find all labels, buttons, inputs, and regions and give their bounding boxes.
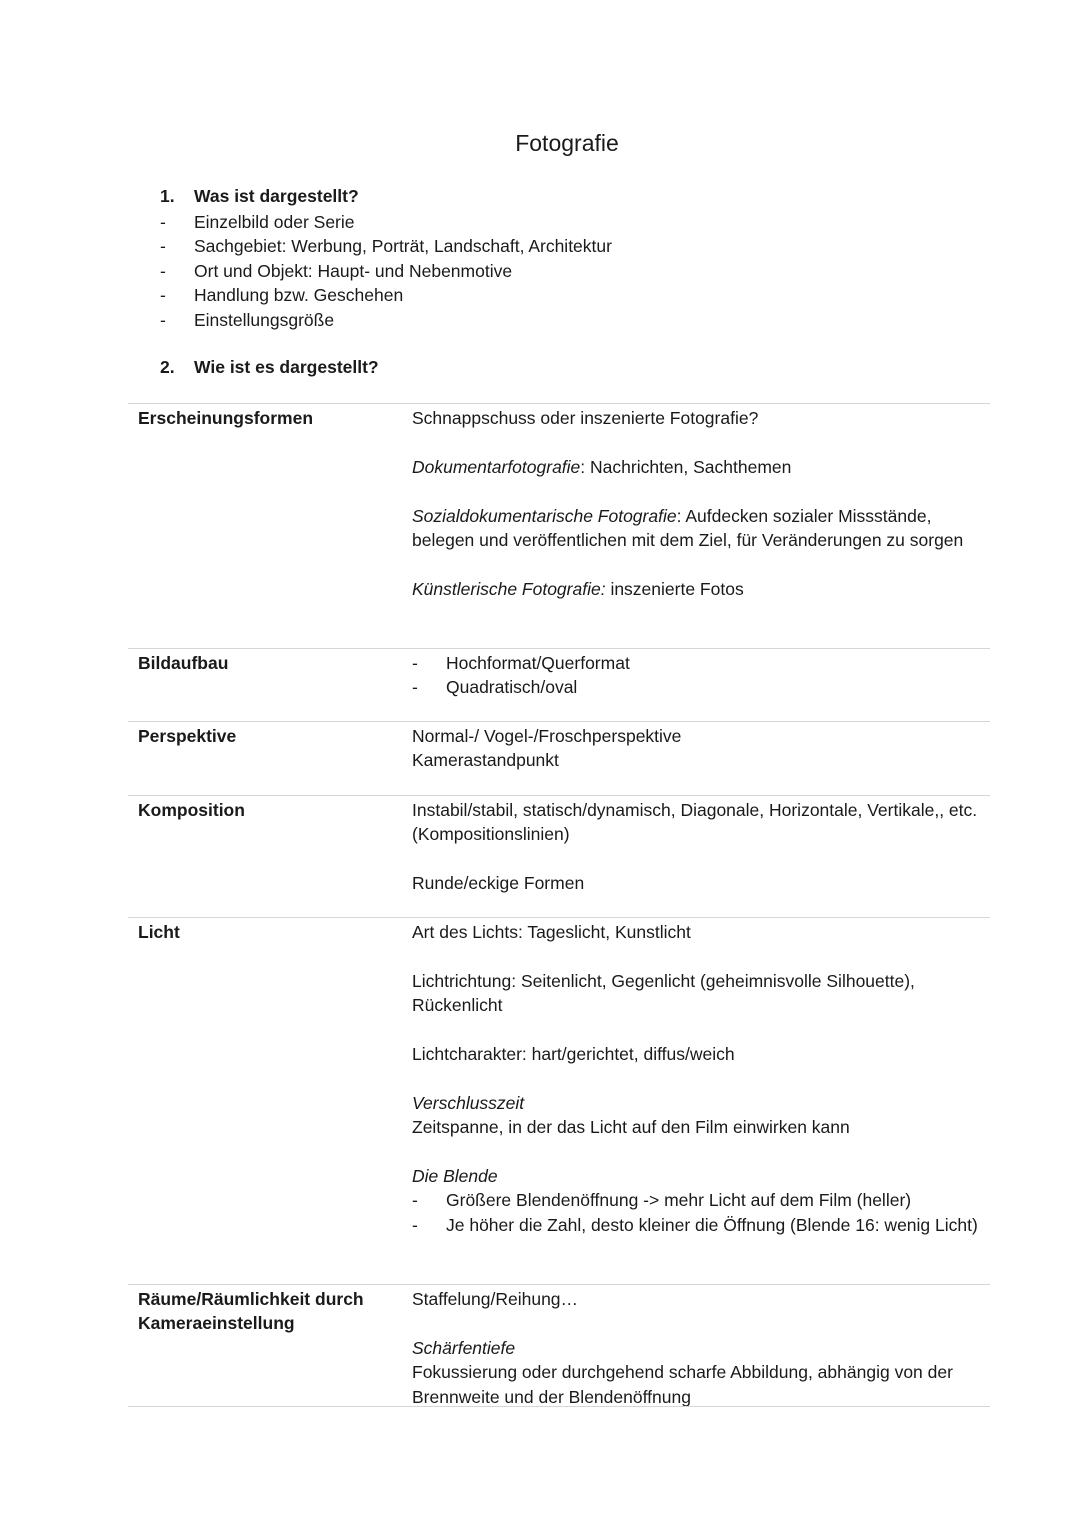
list-item	[380, 651, 987, 675]
list-item-text: Einzelbild oder Serie	[194, 212, 355, 232]
section-2-number: 2.	[160, 357, 175, 377]
paragraph: Kamerastandpunkt	[412, 750, 559, 771]
term: Künstlerische Fotografie:	[412, 578, 606, 599]
list-item	[160, 211, 612, 235]
bullet-dash: -	[160, 309, 166, 330]
list-item-text: Einstellungsgröße	[194, 309, 335, 330]
bullet-dash: -	[412, 677, 418, 698]
row-content	[412, 1287, 987, 1409]
section-1-number: 1.	[160, 186, 175, 206]
list-item	[380, 1188, 987, 1212]
page-title: Fotografie	[515, 130, 619, 156]
paragraph: Schnappschuss oder inszenierte Fotografie?	[412, 408, 759, 428]
row-content	[412, 798, 987, 896]
sub-list	[380, 1188, 987, 1237]
sub-list	[380, 651, 987, 700]
paragraph: Art des Lichts: Tageslicht, Kunstlicht	[412, 922, 691, 942]
table-row-bildaufbau	[128, 648, 990, 698]
list-item-text: Sachgebiet: Werbung, Porträt, Landschaft, Architektur	[194, 236, 612, 257]
paragraph	[412, 1336, 987, 1409]
term-description: : Aufdecken sozialer Missstände, belegen und veröffentlichen mit dem Ziel, für Veränderungen zu sorgen	[412, 505, 964, 550]
bullet-dash: -	[160, 285, 166, 306]
list-item	[160, 235, 612, 259]
list-item-text: Größere Blendenöffnung -> mehr Licht auf dem Film (heller)	[446, 1190, 912, 1211]
term-description: : Nachrichten, Sachthemen	[580, 456, 792, 477]
row-content	[380, 651, 987, 700]
row-content	[412, 920, 987, 1237]
list-item	[160, 309, 612, 333]
list-item-text: Je höher die Zahl, desto kleiner die Öffnung (Blende 16: wenig Licht)	[446, 1214, 978, 1235]
paragraph: Instabil/stabil, statisch/dynamisch, Diagonale, Horizontale, Vertikale,, etc. (Kompositionslinien)	[412, 800, 978, 845]
list-item	[160, 260, 612, 284]
term-description: Zeitspanne, in der das Licht auf den Film einwirken kann	[412, 1117, 850, 1138]
paragraph	[412, 1091, 987, 1140]
section-2-heading	[160, 357, 379, 378]
list-item-text: Quadratisch/oval	[446, 677, 578, 698]
table-row-perspektive	[128, 721, 990, 771]
row-label: Licht	[138, 922, 180, 942]
table-bottom-border	[128, 1406, 990, 1407]
list-item	[160, 284, 612, 308]
bullet-dash: -	[160, 236, 166, 257]
row-label: Räume/Räumlichkeit durch Kameraeinstellung	[138, 1289, 364, 1334]
list-item-text: Ort und Objekt: Haupt- und Nebenmotive	[194, 260, 513, 281]
row-content	[412, 406, 987, 601]
paragraph: Lichtcharakter: hart/gerichtet, diffus/weich	[412, 1044, 735, 1064]
row-label: Bildaufbau	[138, 653, 229, 673]
paragraph	[412, 1164, 987, 1237]
table-row-raeume	[128, 1284, 990, 1407]
paragraph: Lichtrichtung: Seitenlicht, Gegenlicht (geheimnisvolle Silhouette), Rückenlicht	[412, 970, 915, 1016]
bullet-dash: -	[412, 1214, 418, 1235]
list-item	[380, 1213, 987, 1237]
list-item-text: Hochformat/Querformat	[446, 653, 630, 673]
table-row-komposition	[128, 795, 990, 894]
bullet-dash: -	[160, 260, 166, 281]
term: Sozialdokumentarische Fotografie	[412, 505, 677, 526]
list-item-text: Handlung bzw. Geschehen	[194, 285, 404, 306]
term: Die Blende	[412, 1166, 498, 1186]
list-item	[380, 675, 987, 699]
table-row-licht	[128, 917, 990, 1235]
term: Verschlusszeit	[412, 1092, 525, 1113]
row-label: Komposition	[138, 800, 245, 820]
section-1-list	[160, 211, 612, 333]
term: Dokumentarfotografie	[412, 456, 581, 477]
row-label: Perspektive	[138, 726, 237, 746]
paragraph: Normal-/ Vogel-/Froschperspektive	[412, 726, 682, 746]
term-description: inszenierte Fotos	[605, 578, 744, 599]
bullet-dash: -	[160, 212, 166, 232]
term: Schärfentiefe	[412, 1337, 516, 1358]
section-1-heading	[160, 186, 359, 207]
paragraph	[412, 455, 987, 479]
section-1-title: Was ist dargestellt?	[194, 186, 359, 206]
bullet-dash: -	[412, 653, 418, 673]
bullet-dash: -	[412, 1190, 418, 1211]
paragraph	[412, 577, 987, 601]
paragraph: Runde/eckige Formen	[412, 873, 585, 894]
term-description: Fokussierung oder durchgehend scharfe Abbildung, abhängig von der Brennweite und der Blendenöffnung	[412, 1362, 953, 1407]
table-row-erscheinungsformen	[128, 403, 990, 599]
row-content	[412, 724, 987, 773]
row-label: Erscheinungsformen	[138, 408, 314, 428]
section-2-title: Wie ist es dargestellt?	[194, 357, 379, 377]
paragraph	[412, 504, 987, 553]
paragraph: Staffelung/Reihung…	[412, 1289, 579, 1309]
